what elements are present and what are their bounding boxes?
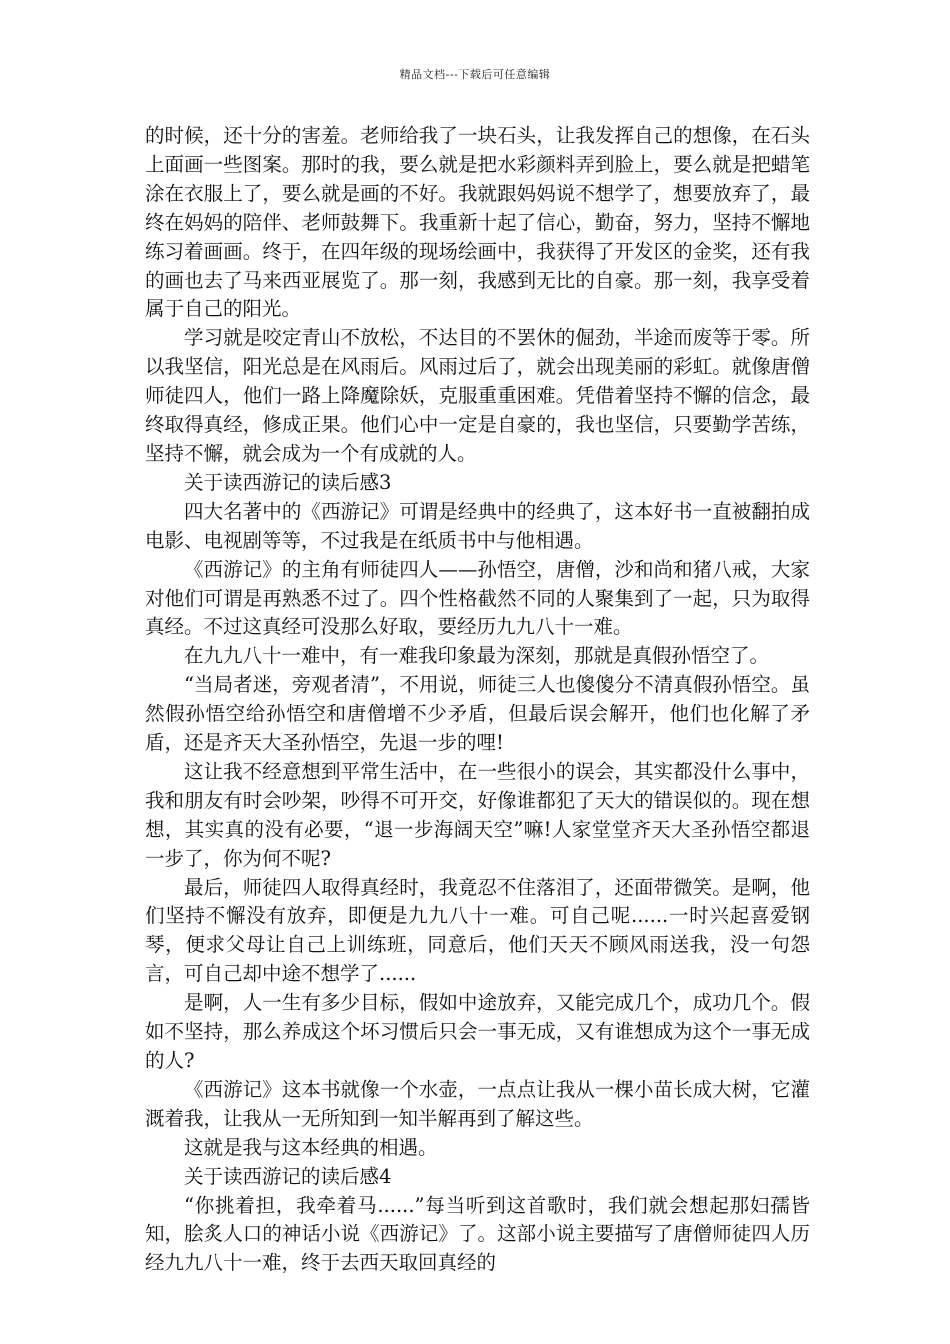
paragraph: 《西游记》的主角有师徒四人——孙悟空，唐僧，沙和尚和猪八戒，大家对他们可谓是再熟悉不过了。四个性格截然不同的人聚集到了一起，只为取得真经。不过这真经可没那么好取，要经历九九八十一难。 xyxy=(145,557,810,639)
paragraph: 学习就是咬定青山不放松，不达目的不罢休的倔劲，半途而废等于零。所以我坚信，阳光总是在风雨后。风雨过后了，就会出现美丽的彩虹。就像唐僧师徒四人，他们一路上降魔除妖，克服重重困难。凭借着坚持不懈的信念，最终取得真经，修成正果。他们心中一定是自豪的，我也坚信，只要勤学苦练，坚持不懈，就会成为一个有成就的人。 xyxy=(145,326,810,465)
paragraph: 这就是我与这本经典的相遇。 xyxy=(184,1135,438,1159)
paragraph: 的时候，还十分的害羞。老师给我了一块石头，让我发挥自己的想像，在石头上面画一些图案。那时的我，要么就是把水彩颜料弄到脸上，要么就是把蜡笔涂在衣服上了，要么就是画的不好。我就跟妈妈说不想学了，想要放弃了，最终在妈妈的陪伴、老师鼓舞下。我重新十起了信心，勤奋，努力，坚持不懈地练习着画画。终于，在四年级的现场绘画中，我获得了开发区的金奖，还有我的画也去了马来西亚展览了。那一刻，我感到无比的自豪。那一刻，我享受着属于自己的阳光。 xyxy=(145,124,810,321)
paragraph: 《西游记》这本书就像一个水壶，一点点让我从一棵小苗长成大树，它灌溉着我，让我从一无所知到一知半解再到了解这些。 xyxy=(145,1077,810,1130)
paragraph: “当局者迷，旁观者清”，不用说，师徒三人也傻傻分不清真假孙悟空。虽然假孙悟空给孙悟空和唐僧增不少矛盾，但最后误会解开，他们也化解了矛盾，还是齐天大圣孙悟空，先退一步的哩! xyxy=(145,673,810,755)
document-body xyxy=(145,122,810,1278)
paragraph: 这让我不经意想到平常生活中，在一些很小的误会，其实都没什么事中，我和朋友有时会吵架，吵得不可开交，好像谁都犯了天大的错误似的。现在想想，其实真的没有必要，“退一步海阔天空”嘛!人家堂堂齐天大圣孙悟空都退一步了，你为何不呢? xyxy=(145,759,810,870)
section-heading: 关于读西游记的读后感4 xyxy=(184,1164,392,1188)
paragraph: 在九九八十一难中，有一难我印象最为深刻，那就是真假孙悟空了。 xyxy=(184,644,770,668)
paragraph: “你挑着担，我牵着马......”每当听到这首歌时，我们就会想起那妇孺皆知，脍炙人口的神话小说《西游记》了。这部小说主要描写了唐僧师徒四人历经九九八十一难，终于去西天取回真经的 xyxy=(145,1193,810,1275)
paragraph: 最后，师徒四人取得真经时，我竟忍不住落泪了，还面带微笑。是啊，他们坚持不懈没有放弃，即便是九九八十一难。可自己呢......一时兴起喜爱钢琴，便求父母让自己上训练班，同意后，他们天天不顾风雨送我，没一句怨言，可自己却中途不想学了...... xyxy=(145,875,810,986)
paragraph: 四大名著中的《西游记》可谓是经典中的经典了，这本好书一直被翻拍成电影、电视剧等等，不过我是在纸质书中与他相遇。 xyxy=(145,499,810,552)
section-heading: 关于读西游记的读后感3 xyxy=(184,470,392,494)
page-header: 精品文档---下载后可任意编辑 xyxy=(399,68,551,81)
paragraph: 是啊，人一生有多少目标，假如中途放弃，又能完成几个，成功几个。假如不坚持，那么养成这个坏习惯后只会一事无成，又有谁想成为这个一事无成的人? xyxy=(145,991,810,1072)
